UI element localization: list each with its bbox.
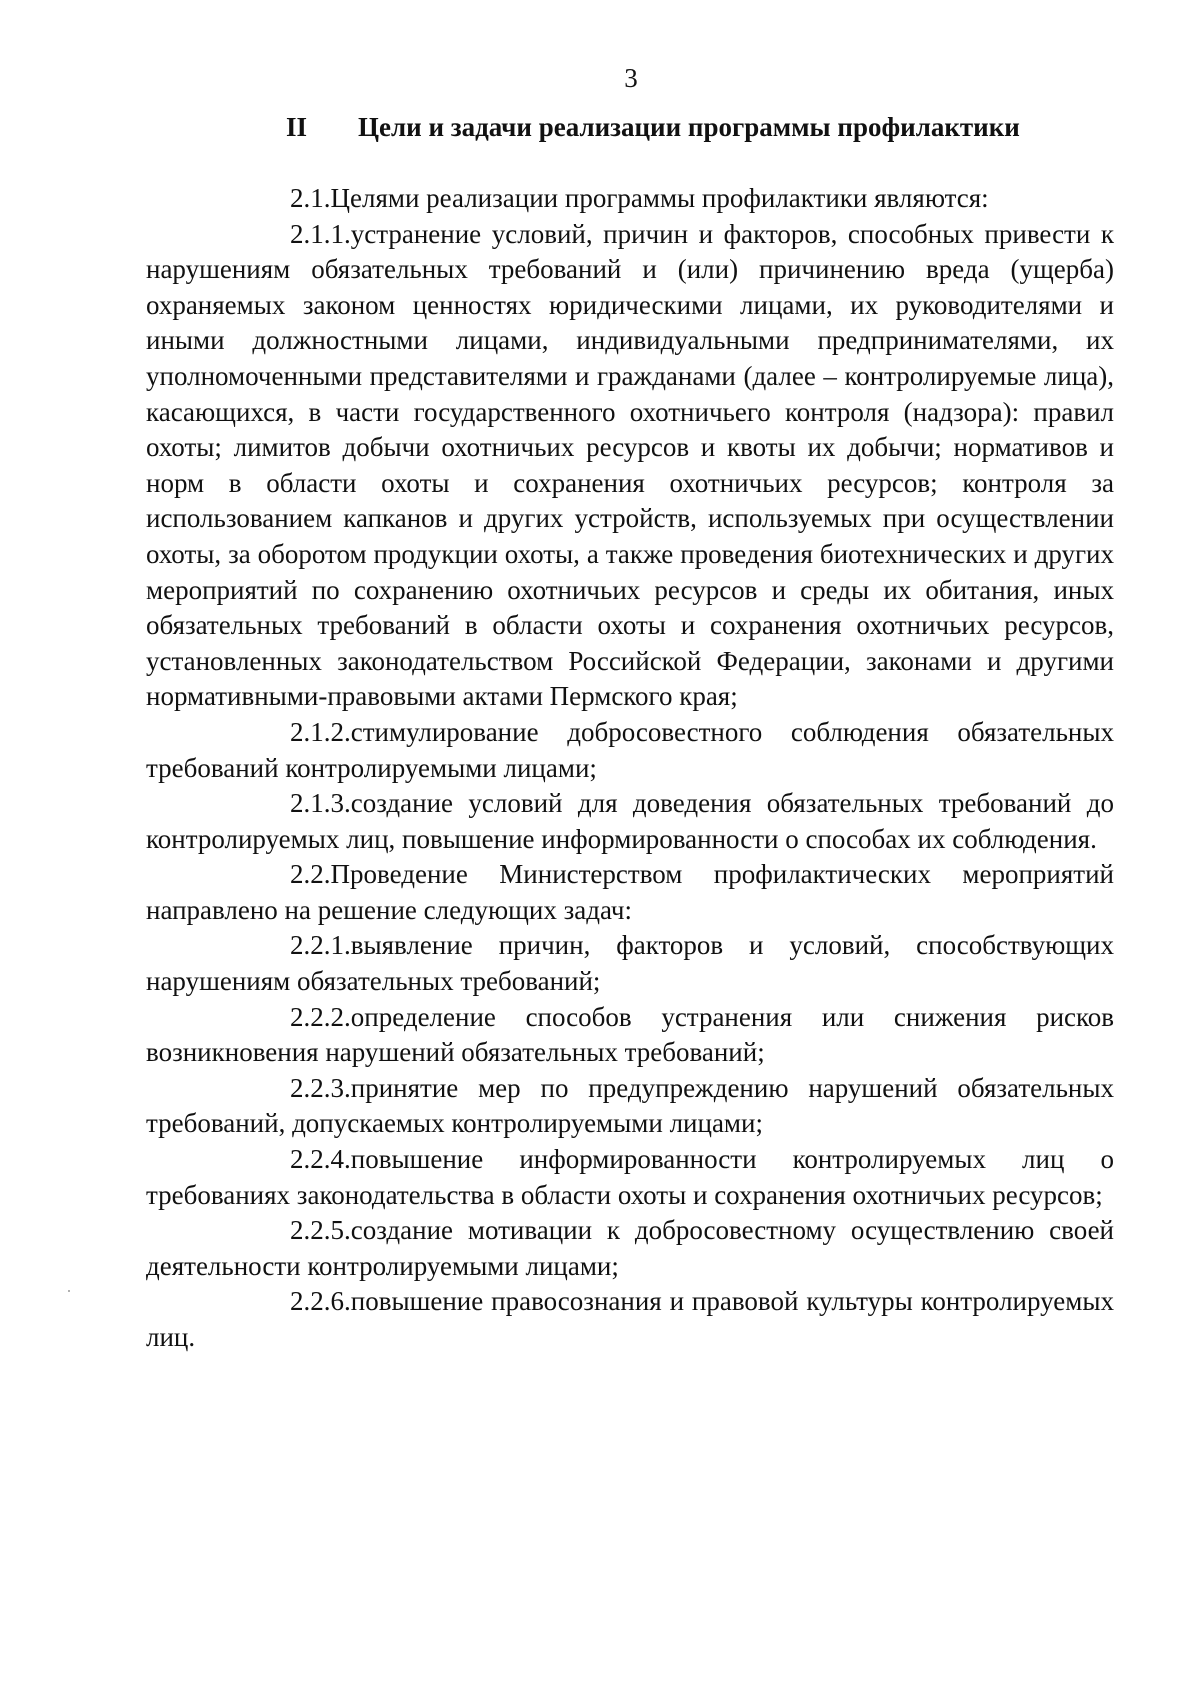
paragraph-2-2-3 <box>146 1071 1114 1142</box>
paragraph-number: 2.1. <box>290 183 331 213</box>
paragraph-text: создание мотивации к добросовестному осуществлению своей деятельности контролируемыми лицами; <box>146 1215 1114 1281</box>
body-text <box>146 181 1114 1356</box>
paragraph-2-2-6 <box>146 1284 1114 1355</box>
paragraph-2-2-5 <box>146 1213 1114 1284</box>
paragraph-number: 2.2.5. <box>290 1215 351 1246</box>
paragraph-text: определение способов устранения или снижения рисков возникновения нарушений обязательных требований; <box>146 1001 1114 1068</box>
paragraph-text: Целями реализации программы профилактики являются: <box>330 183 989 213</box>
scan-speck <box>68 1290 70 1292</box>
paragraph-text: стимулирование добросовестного соблюдения обязательных требований контролируемыми лицами; <box>146 716 1114 783</box>
paragraph-text: повышение правосознания и правовой культуры контролируемых лиц. <box>146 1286 1114 1352</box>
paragraph-2-1 <box>146 181 1114 217</box>
paragraph-text: создание условий для доведения обязательных требований до контролируемых лиц, повышение информированности о способах их соблюдения. <box>146 788 1114 854</box>
paragraph-2-2-1 <box>146 928 1114 999</box>
paragraph-number: 2.1.3. <box>290 788 351 819</box>
paragraph-number: 2.2.6. <box>290 1286 351 1317</box>
paragraph-2-1-1 <box>146 217 1114 715</box>
paragraph-text: устранение условий, причин и факторов, способных привести к нарушениям обязательных требований и (или) причинению вреда (ущерба) охраняемых законом ценностях юридическими лицами, их руководителями и иными должностными лицами, индивидуальными предпринимателями, их уполномоченными представителями и гражданами (далее – контролируемые лица), касающихся, в части государственного охотничьего контроля (надзора): правил охоты; лимитов добычи охотничьих ресурсов и квоты их добычи; нормативов и норм в области охоты и сохранения охотничьих ресурсов; контроля за использованием капканов и других устройств, используемых при осуществлении охоты, за оборотом продукции охоты, а также проведения биотехнических и других мероприятий по сохранению охотничьих ресурсов и среды их обитания, иных обязательных требований в области охоты и сохранения охотничьих ресурсов, установленных законодательством Российской Федерации, законами и другими нормативными-правовыми актами Пермского края; <box>146 218 1114 712</box>
paragraph-number: 2.2. <box>290 859 331 890</box>
paragraph-2-2 <box>146 857 1114 928</box>
page-number: 3 <box>624 63 638 93</box>
paragraph-text: повышение информированности контролируемых лиц о требованиях законодательства в области охоты и сохранения охотничьих ресурсов; <box>146 1144 1114 1210</box>
paragraph-number: 2.2.2. <box>290 1001 351 1032</box>
section-heading <box>286 110 1020 144</box>
paragraph-number: 2.2.1. <box>290 930 351 961</box>
paragraph-2-2-4 <box>146 1142 1114 1213</box>
paragraph-number: 2.2.3. <box>290 1072 351 1103</box>
paragraph-text: Проведение Министерством профилактических мероприятий направлено на решение следующих задач: <box>146 859 1114 925</box>
paragraph-number: 2.1.1. <box>290 218 351 249</box>
section-title: Цели и задачи реализации программы профилактики <box>358 112 1020 142</box>
paragraph-text: выявление причин, факторов и условий, способствующих нарушениям обязательных требований; <box>146 930 1114 997</box>
paragraph-2-2-2 <box>146 1000 1114 1071</box>
paragraph-text: принятие мер по предупреждению нарушений обязательных требований, допускаемых контролируемыми лицами; <box>146 1072 1114 1139</box>
paragraph-2-1-3 <box>146 786 1114 857</box>
paragraph-number: 2.2.4. <box>290 1144 351 1175</box>
paragraph-2-1-2 <box>146 715 1114 786</box>
paragraph-number: 2.1.2. <box>290 716 351 747</box>
section-roman-numeral: II <box>286 112 308 142</box>
